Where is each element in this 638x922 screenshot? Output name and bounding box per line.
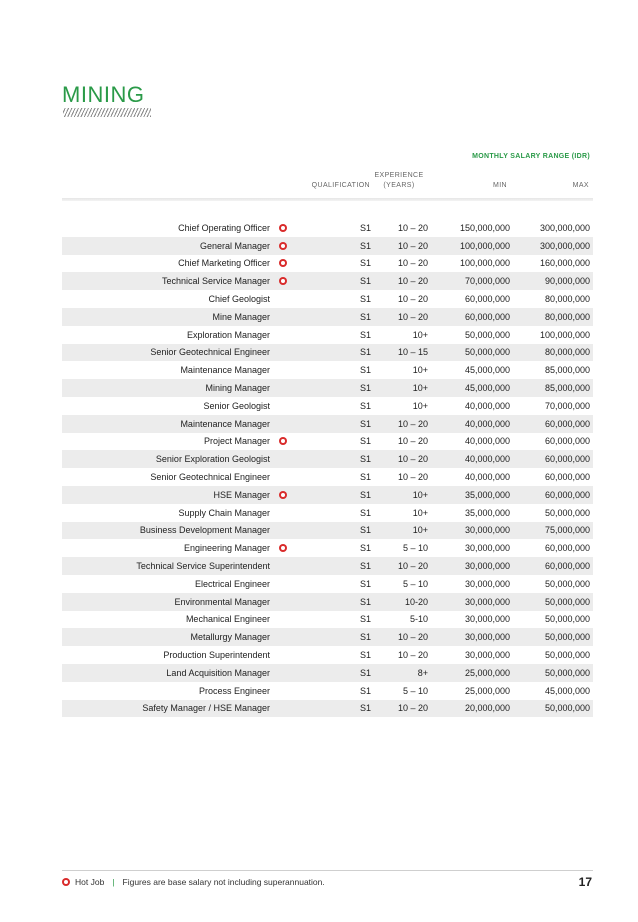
table-row [62,646,593,664]
qualification-cell: S1 [359,525,371,536]
max-salary-cell: 50,000,000 [544,703,590,714]
header-experience-line1: EXPERIENCE [374,172,424,179]
min-salary-cell: 20,000,000 [464,703,510,714]
job-title-cell: Technical Service Manager [161,276,270,287]
job-title-cell: Chief Geologist [208,294,270,305]
job-title-cell: Technical Service Superintendent [136,561,270,572]
table-row [62,433,593,451]
experience-cell: 10 – 20 [397,703,428,714]
max-salary-cell: 50,000,000 [544,578,590,589]
max-salary-cell: 50,000,000 [544,667,590,678]
min-salary-cell: 40,000,000 [464,454,510,465]
qualification-cell: S1 [359,578,371,589]
table-row [62,504,593,522]
table-row [62,664,593,682]
qualification-cell: S1 [359,507,371,518]
experience-cell: 10+ [412,489,428,500]
experience-cell: 10 – 15 [397,347,428,358]
max-salary-cell: 80,000,000 [544,311,590,322]
max-salary-cell: 60,000,000 [544,543,590,554]
hot-job-icon [62,878,70,886]
job-title-cell: Chief Marketing Officer [178,258,270,269]
qualification-cell: S1 [359,365,371,376]
job-title-cell: Safety Manager / HSE Manager [142,703,270,714]
min-salary-cell: 30,000,000 [464,596,510,607]
table-row [62,486,593,504]
qualification-cell: S1 [359,650,371,661]
experience-cell: 10 – 20 [397,311,428,322]
job-title-cell: Mining Manager [205,383,270,394]
experience-cell: 10+ [412,365,428,376]
min-salary-cell: 150,000,000 [459,222,510,233]
max-salary-cell: 50,000,000 [544,507,590,518]
experience-cell: 10 – 20 [397,222,428,233]
min-salary-cell: 60,000,000 [464,294,510,305]
min-salary-cell: 25,000,000 [464,667,510,678]
table-row [62,272,593,290]
job-title-cell: Maintenance Manager [180,418,270,429]
table-row [62,415,593,433]
qualification-cell: S1 [359,418,371,429]
job-title-cell: Senior Geotechnical Engineer [150,347,270,358]
experience-cell: 10 – 20 [397,472,428,483]
max-salary-cell: 50,000,000 [544,596,590,607]
min-salary-cell: 100,000,000 [459,240,510,251]
table-row [62,682,593,700]
experience-cell: 10 – 20 [397,436,428,447]
max-salary-cell: 60,000,000 [544,561,590,572]
experience-cell: 10+ [412,507,428,518]
job-title-cell: General Manager [199,240,270,251]
qualification-cell: S1 [359,632,371,643]
qualification-cell: S1 [359,561,371,572]
min-salary-cell: 45,000,000 [464,383,510,394]
qualification-cell: S1 [359,685,371,696]
max-salary-cell: 100,000,000 [539,329,590,340]
table-row [62,450,593,468]
qualification-cell: S1 [359,400,371,411]
table-row [62,611,593,629]
experience-cell: 10 – 20 [397,258,428,269]
table-row [62,237,593,255]
max-salary-cell: 80,000,000 [544,347,590,358]
min-salary-cell: 40,000,000 [464,418,510,429]
header-experience-line2: (YEARS) [383,182,415,189]
qualification-cell: S1 [359,258,371,269]
job-title-cell: Business Development Manager [139,525,270,536]
header-experience [369,171,429,191]
job-title-cell: HSE Manager [213,489,270,500]
max-salary-cell: 75,000,000 [544,525,590,536]
table-row [62,379,593,397]
max-salary-cell: 60,000,000 [544,489,590,500]
max-salary-cell: 85,000,000 [544,365,590,376]
hot-job-icon [279,277,287,285]
job-title-cell: Senior Exploration Geologist [155,454,270,465]
table-row [62,539,593,557]
max-salary-cell: 160,000,000 [539,258,590,269]
min-salary-cell: 45,000,000 [464,365,510,376]
page-number: 17 [578,875,592,889]
job-title-cell: Land Acquisition Manager [166,667,270,678]
footer-separator: | [112,877,115,887]
min-salary-cell: 30,000,000 [464,543,510,554]
qualification-cell: S1 [359,436,371,447]
experience-cell: 5 – 10 [402,685,428,696]
footer-note: Figures are base salary not including superannuation. [122,877,325,887]
table-row [62,575,593,593]
min-salary-cell: 30,000,000 [464,561,510,572]
min-salary-cell: 60,000,000 [464,311,510,322]
min-salary-cell: 40,000,000 [464,400,510,411]
job-title-cell: Exploration Manager [186,329,270,340]
qualification-cell: S1 [359,667,371,678]
footer-divider [62,870,593,871]
hot-job-icon [279,544,287,552]
experience-cell: 8+ [417,667,428,678]
min-salary-cell: 40,000,000 [464,472,510,483]
job-title-cell: Electrical Engineer [194,578,270,589]
qualification-cell: S1 [359,222,371,233]
table-row [62,468,593,486]
min-salary-cell: 50,000,000 [464,329,510,340]
table-row [62,397,593,415]
job-title-cell: Senior Geotechnical Engineer [150,472,270,483]
job-title-cell: Mine Manager [212,311,270,322]
job-title-cell: Environmental Manager [174,596,270,607]
header-min: MIN [492,182,507,189]
max-salary-cell: 60,000,000 [544,436,590,447]
job-title-cell: Project Manager [203,436,270,447]
experience-cell: 10 – 20 [397,650,428,661]
max-salary-cell: 60,000,000 [544,418,590,429]
hot-job-icon [279,491,287,499]
qualification-cell: S1 [359,329,371,340]
job-title-cell: Production Superintendent [163,650,270,661]
min-salary-cell: 30,000,000 [464,632,510,643]
experience-cell: 10 – 20 [397,418,428,429]
experience-cell: 5-10 [409,614,428,625]
table-row [62,361,593,379]
hot-job-icon [279,437,287,445]
experience-cell: 10+ [412,383,428,394]
max-salary-cell: 50,000,000 [544,650,590,661]
min-salary-cell: 30,000,000 [464,650,510,661]
experience-cell: 10-20 [404,596,428,607]
job-title-cell: Engineering Manager [183,543,270,554]
hot-job-icon [279,242,287,250]
table-row [62,308,593,326]
table-row [62,593,593,611]
max-salary-cell: 80,000,000 [544,294,590,305]
max-salary-cell: 60,000,000 [544,454,590,465]
table-row [62,326,593,344]
qualification-cell: S1 [359,596,371,607]
header-divider [62,198,593,201]
job-title-cell: Senior Geologist [203,400,270,411]
max-salary-cell: 85,000,000 [544,383,590,394]
max-salary-cell: 300,000,000 [539,240,590,251]
experience-cell: 10+ [412,329,428,340]
max-salary-cell: 60,000,000 [544,472,590,483]
min-salary-cell: 25,000,000 [464,685,510,696]
qualification-cell: S1 [359,383,371,394]
min-salary-cell: 70,000,000 [464,276,510,287]
table-row [62,290,593,308]
job-title-cell: Process Engineer [198,685,270,696]
table-row [62,628,593,646]
qualification-cell: S1 [359,472,371,483]
min-salary-cell: 100,000,000 [459,258,510,269]
qualification-cell: S1 [359,703,371,714]
table-row [62,522,593,540]
table-row [62,219,593,237]
min-salary-cell: 50,000,000 [464,347,510,358]
max-salary-cell: 50,000,000 [544,614,590,625]
qualification-cell: S1 [359,311,371,322]
table-row [62,557,593,575]
experience-cell: 10+ [412,400,428,411]
table-row [62,255,593,273]
page-title: MINING [62,82,145,107]
min-salary-cell: 40,000,000 [464,436,510,447]
decorative-hatch [63,108,151,117]
footer-hot-label: Hot Job [75,877,105,887]
qualification-cell: S1 [359,347,371,358]
max-salary-cell: 45,000,000 [544,685,590,696]
job-title-cell: Maintenance Manager [180,365,270,376]
experience-cell: 10 – 20 [397,276,428,287]
qualification-cell: S1 [359,543,371,554]
min-salary-cell: 30,000,000 [464,614,510,625]
job-title-cell: Chief Operating Officer [178,222,270,233]
hot-job-icon [279,224,287,232]
max-salary-cell: 70,000,000 [544,400,590,411]
job-title-cell: Metallurgy Manager [190,632,270,643]
header-max: MAX [572,182,589,189]
qualification-cell: S1 [359,489,371,500]
hot-job-icon [279,259,287,267]
experience-cell: 10 – 20 [397,561,428,572]
min-salary-cell: 35,000,000 [464,489,510,500]
experience-cell: 10 – 20 [397,454,428,465]
qualification-cell: S1 [359,454,371,465]
experience-cell: 10 – 20 [397,240,428,251]
max-salary-cell: 90,000,000 [544,276,590,287]
job-title-cell: Mechanical Engineer [185,614,270,625]
salary-range-heading: MONTHLY SALARY RANGE (IDR) [472,153,590,160]
qualification-cell: S1 [359,240,371,251]
qualification-cell: S1 [359,614,371,625]
experience-cell: 10 – 20 [397,632,428,643]
salary-table [62,219,593,717]
qualification-cell: S1 [359,294,371,305]
experience-cell: 5 – 10 [402,543,428,554]
table-row [62,700,593,718]
min-salary-cell: 35,000,000 [464,507,510,518]
max-salary-cell: 300,000,000 [539,222,590,233]
table-row [62,344,593,362]
experience-cell: 5 – 10 [402,578,428,589]
min-salary-cell: 30,000,000 [464,525,510,536]
job-title-cell: Supply Chain Manager [178,507,270,518]
experience-cell: 10 – 20 [397,294,428,305]
qualification-cell: S1 [359,276,371,287]
max-salary-cell: 50,000,000 [544,632,590,643]
header-qualification: QUALIFICATION [311,182,370,189]
footer [62,877,325,887]
min-salary-cell: 30,000,000 [464,578,510,589]
experience-cell: 10+ [412,525,428,536]
